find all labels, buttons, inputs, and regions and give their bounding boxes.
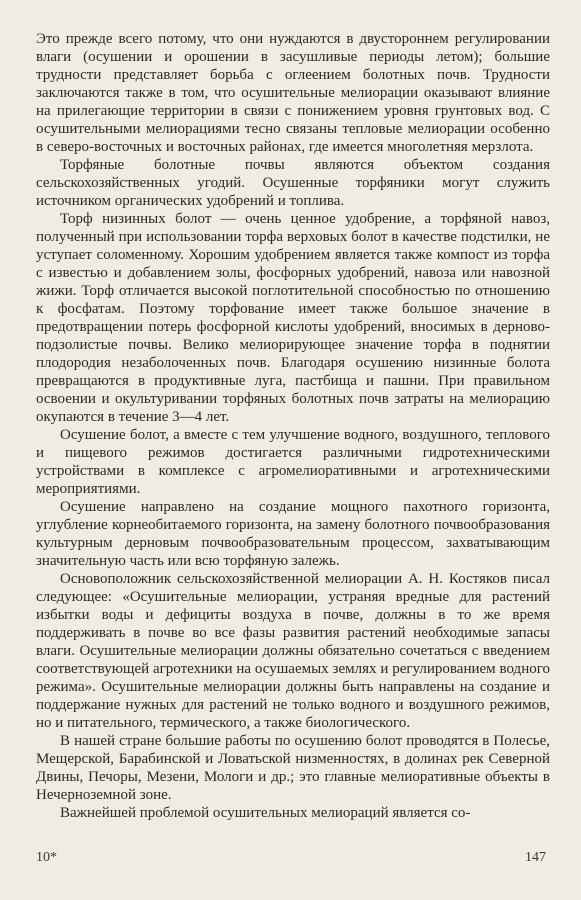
- paragraph-7: В нашей стране большие работы по осушению болот проводятся в Полесье, Мещерской, Барабинской и Ловатьской низменностях, в долинах рек Северной Двины, Печоры, Мезени, Мологи и др.; это главные мелиоративные объекты в Нечерноземной зоне.: [36, 733, 550, 803]
- paragraph-3: Торф низинных болот — очень ценное удобрение, а торфяной навоз, полученный при использовании торфа верховых болот в качестве подстилки, не уступает соломенному. Хорошим удобрением является также компост из торфа с известью и добавлением золы, фосфорных удобрений, навоза или навозной жижи. Торф отличается высокой поглотительной способностью по отношению к фосфатам. Поэтому торфование имеет также большое значение в предотвращении потерь фосфорной кислоты удобрений, вносимых в дерново-подзолистые почвы. Велико мелиорирующее значение торфа в поднятии плодородия незаболоченных почв. Благодаря осушению низинные болота превращаются в продуктивные луга, пастбища и пашни. При правильном освоении и окультуривании торфяных болотных почв затраты на мелиорацию окупаются в течение 3—4 лет.: [36, 211, 550, 425]
- paragraph-8: Важнейшей проблемой осушительных мелиораций является со-: [60, 805, 471, 821]
- page-body: [36, 30, 550, 822]
- paragraph-2: Торфяные болотные почвы являются объектом создания сельскохозяйственных угодий. Осушенные торфяники могут служить источником органических удобрений и топлива.: [36, 157, 550, 209]
- paragraph-4: Осушение болот, а вместе с тем улучшение водного, воздушного, теплового и пищевого режимов достигается различными гидротехническими устройствами в комплексе с агромелиоративными и агротехническими мероприятиями.: [36, 427, 550, 497]
- signature-mark: 10*: [36, 850, 57, 865]
- paragraph-1: Это прежде всего потому, что они нуждаются в двустороннем регулировании влаги (осушении и орошении в засушливые периоды летом); большие трудности представляет борьба с оглеением болотных почв. Трудности заключаются также в том, что осушительные мелиорации оказывают влияние на прилегающие территории в связи с понижением уровня грунтовых вод. С осушительными мелиорациями тесно связаны тепловые мелиорации особенно в северо-восточных и восточных районах, где имеется многолетняя мерзлота.: [36, 31, 550, 155]
- paragraph-5: Осушение направлено на создание мощного пахотного горизонта, углубление корнеобитаемого горизонта, на замену болотного почвообразования культурным дерновым почвообразовательным процессом, захватывающим значительную часть или всю торфяную залежь.: [36, 499, 550, 569]
- paragraph-6: Основоположник сельскохозяйственной мелиорации А. Н. Костяков писал следующее: «Осушительные мелиорации, устраняя вредные для растений избытки воды и дефициты воздуха в почве, должны в то же время поддерживать в почве во все фазы развития растений необходимые запасы влаги. Осушительные мелиорации должны обязательно сочетаться с введением соответствующей агротехники на осушаемых землях и регулированием водного режима». Осушительные мелиорации должны быть направлены на создание и поддержание нужных для растений не только водного и воздушного режимов, но и питательного, термического, а также биологического.: [36, 571, 550, 731]
- page-number: 147: [525, 850, 546, 865]
